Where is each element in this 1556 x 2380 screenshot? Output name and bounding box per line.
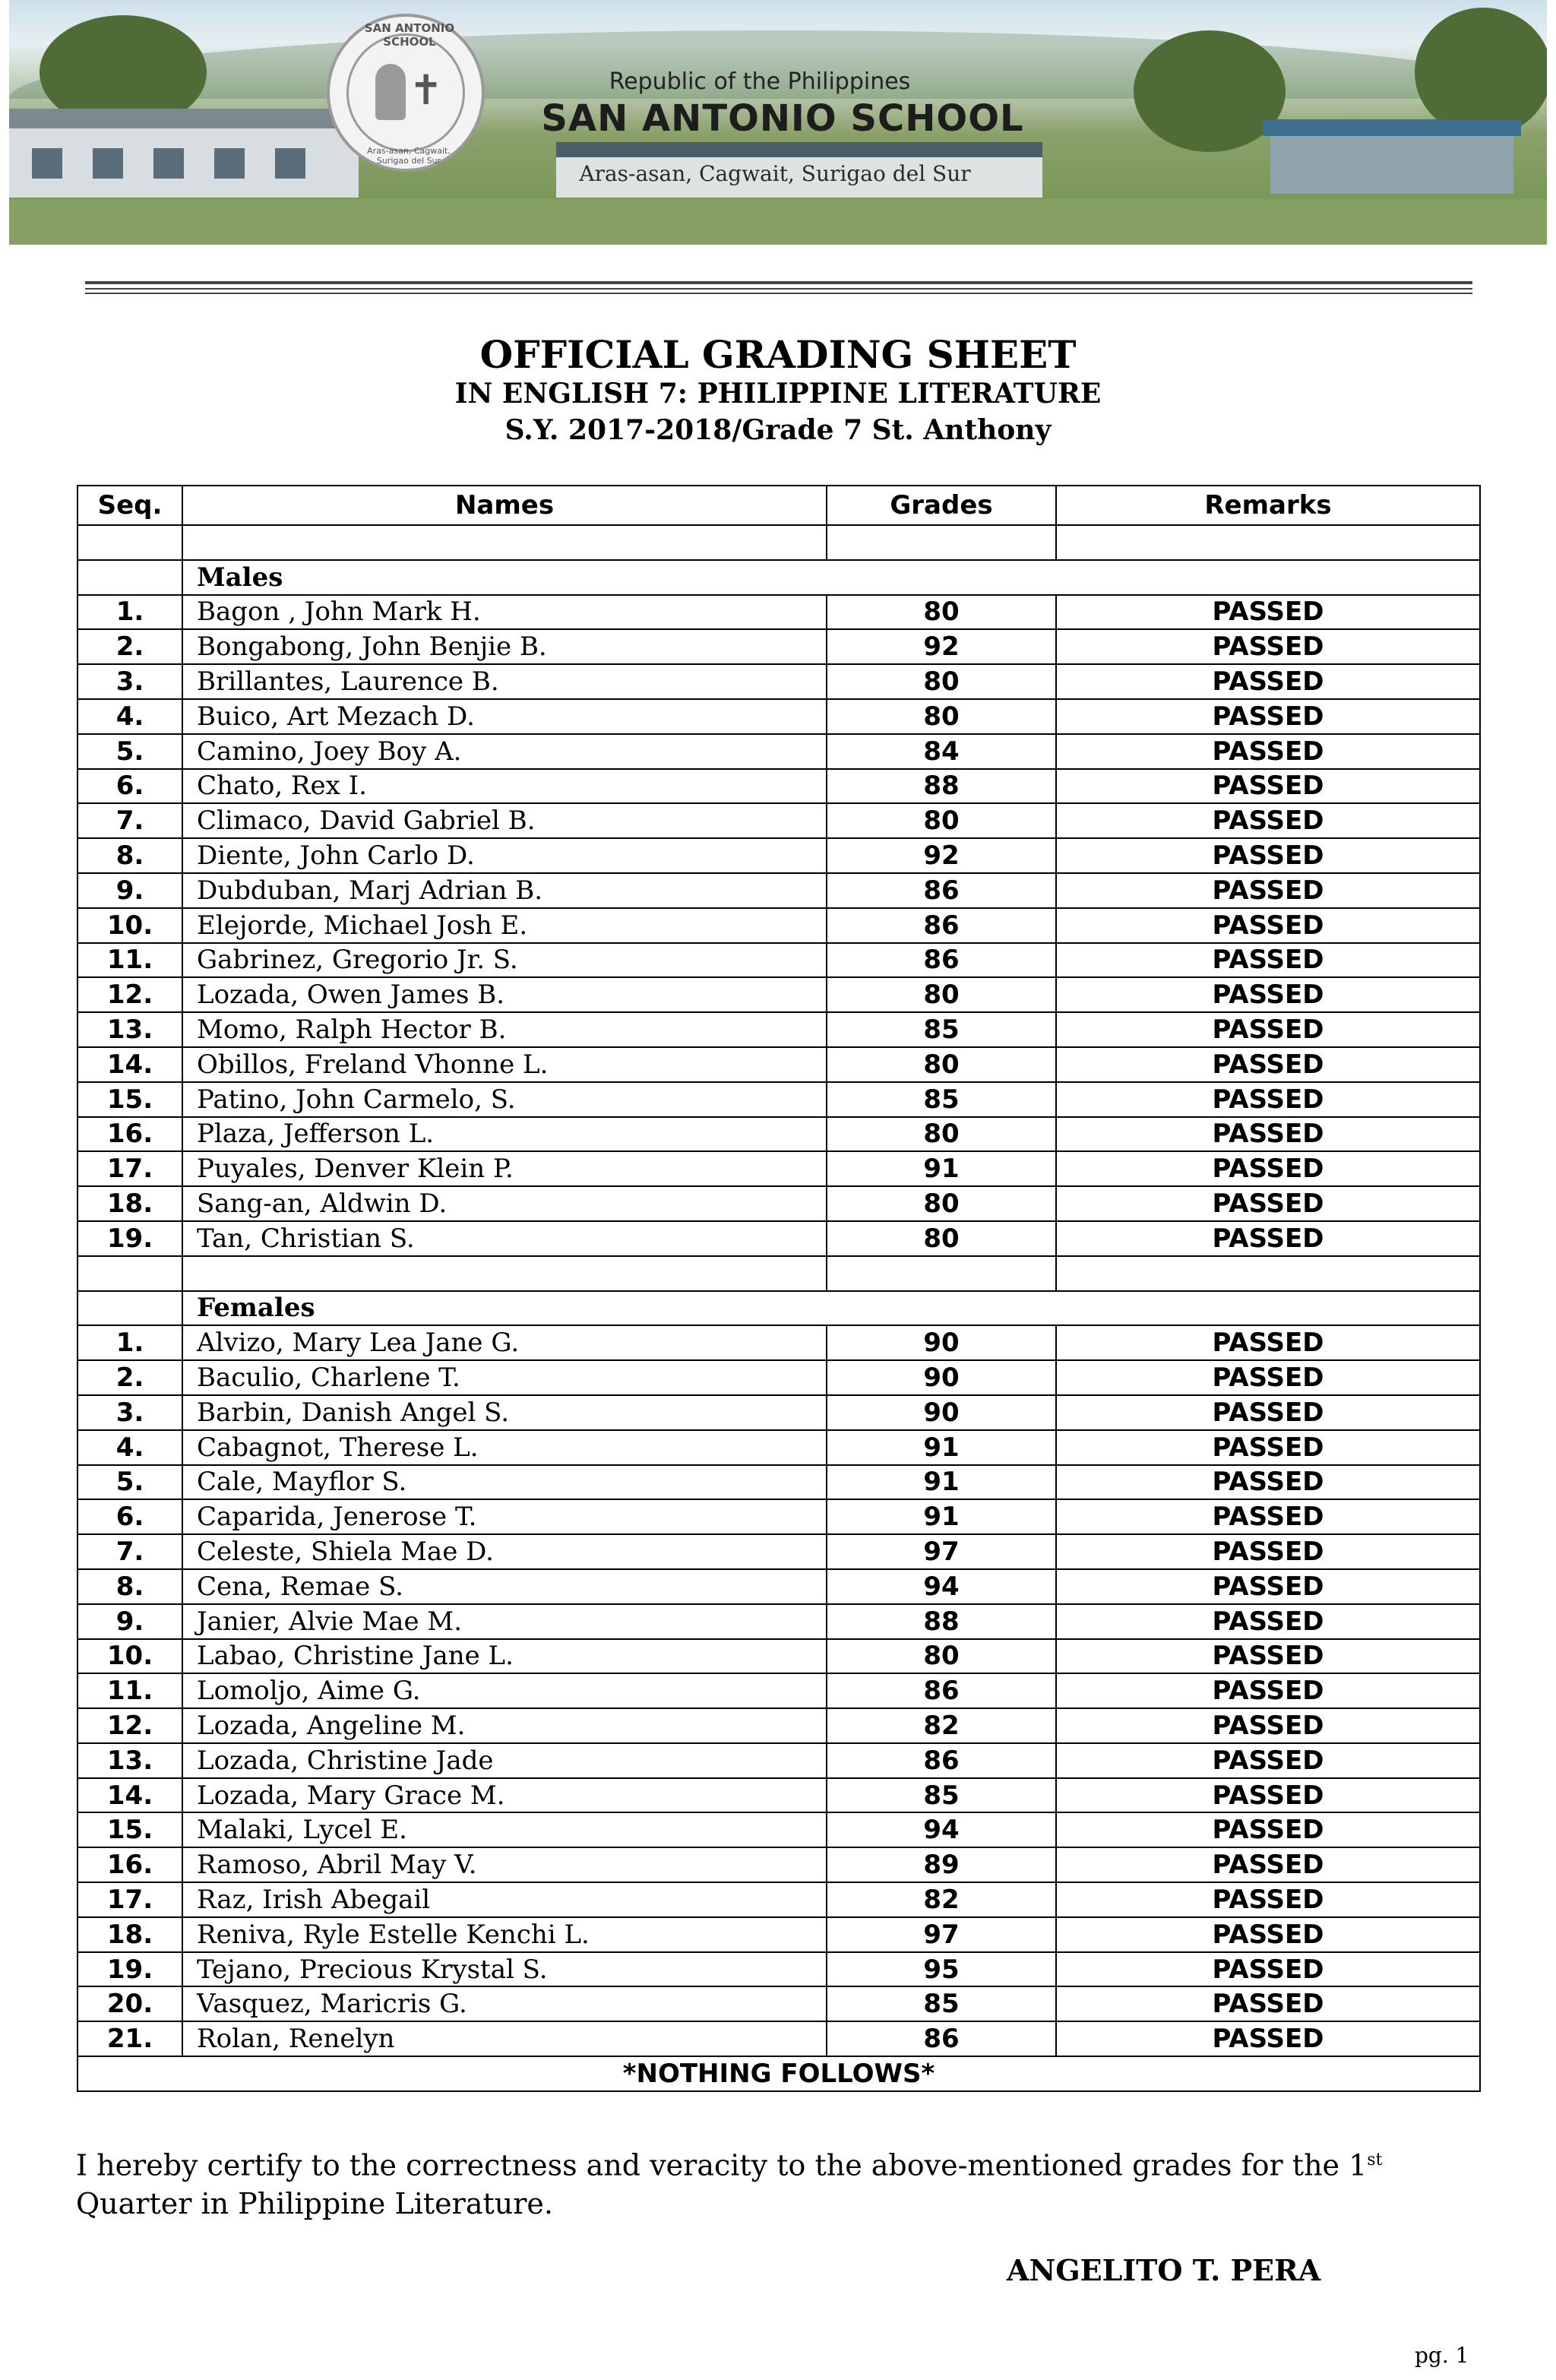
student-name: Malaki, Lycel E. — [182, 1812, 827, 1847]
student-grade: 80 — [827, 1639, 1056, 1674]
grades-table — [77, 485, 1481, 2092]
student-remark: PASSED — [1056, 1778, 1480, 1813]
student-name: Plaza, Jefferson L. — [182, 1117, 827, 1152]
student-name: Vasquez, Maricris G. — [182, 1986, 827, 2021]
section-row-males — [77, 560, 1480, 595]
student-seq: 7. — [77, 1534, 182, 1569]
table-row — [77, 629, 1480, 664]
table-row — [77, 1708, 1480, 1743]
student-seq: 3. — [77, 1395, 182, 1430]
student-remark: PASSED — [1056, 1847, 1480, 1882]
student-seq: 2. — [77, 1360, 182, 1395]
student-name: Camino, Joey Boy A. — [182, 734, 827, 769]
table-row — [77, 699, 1480, 734]
student-seq: 20. — [77, 1986, 182, 2021]
student-seq: 7. — [77, 803, 182, 838]
student-remark: PASSED — [1056, 1986, 1480, 2021]
student-remark: PASSED — [1056, 1012, 1480, 1047]
student-remark: PASSED — [1056, 2021, 1480, 2056]
student-grade: 88 — [827, 769, 1056, 804]
student-grade: 85 — [827, 1986, 1056, 2021]
student-seq: 4. — [77, 699, 182, 734]
header-republic: Republic of the Philippines — [609, 68, 911, 95]
student-seq: 16. — [77, 1847, 182, 1882]
section-row-females — [77, 1291, 1480, 1326]
table-row — [77, 1012, 1480, 1047]
certification-line2: Quarter in Philippine Literature. — [76, 2186, 553, 2220]
school-year-section: S.Y. 2017-2018/Grade 7 St. Anthony — [504, 414, 1052, 446]
table-row — [77, 977, 1480, 1012]
student-grade: 88 — [827, 1604, 1056, 1639]
blank-row — [77, 1256, 1480, 1291]
student-name: Chato, Rex I. — [182, 769, 827, 804]
table-row — [77, 1604, 1480, 1639]
header-address: Aras-asan, Cagwait, Surigao del Sur — [579, 161, 971, 186]
student-remark: PASSED — [1056, 1151, 1480, 1186]
student-grade: 86 — [827, 2021, 1056, 2056]
student-name: Tan, Christian S. — [182, 1221, 827, 1256]
student-name: Lozada, Mary Grace M. — [182, 1778, 827, 1813]
student-name: Buico, Art Mezach D. — [182, 699, 827, 734]
student-grade: 92 — [827, 629, 1056, 664]
student-grade: 85 — [827, 1082, 1056, 1117]
student-name: Ramoso, Abril May V. — [182, 1847, 827, 1882]
banner-shed — [1270, 133, 1513, 194]
table-row — [77, 2021, 1480, 2056]
student-seq: 4. — [77, 1430, 182, 1465]
student-grade: 91 — [827, 1465, 1056, 1500]
header-divider — [85, 293, 1472, 294]
student-grade: 80 — [827, 1221, 1056, 1256]
student-seq: 16. — [77, 1117, 182, 1152]
student-grade: 86 — [827, 1743, 1056, 1778]
student-name: Janier, Alvie Mae M. — [182, 1604, 827, 1639]
student-remark: PASSED — [1056, 1325, 1480, 1360]
student-remark: PASSED — [1056, 1743, 1480, 1778]
student-name: Cale, Mayflor S. — [182, 1465, 827, 1500]
table-row — [77, 734, 1480, 769]
table-row — [77, 873, 1480, 908]
student-name: Tejano, Precious Krystal S. — [182, 1952, 827, 1987]
student-name: Barbin, Danish Angel S. — [182, 1395, 827, 1430]
header-school-name: SAN ANTONIO SCHOOL — [541, 97, 1024, 140]
table-row — [77, 1882, 1480, 1917]
student-name: Cena, Remae S. — [182, 1569, 827, 1604]
banner-tree — [1415, 8, 1547, 137]
student-grade: 95 — [827, 1952, 1056, 1987]
student-seq: 12. — [77, 977, 182, 1012]
student-seq: 6. — [77, 1499, 182, 1534]
student-name: Momo, Ralph Hector B. — [182, 1012, 827, 1047]
student-remark: PASSED — [1056, 1465, 1480, 1500]
student-grade: 80 — [827, 1047, 1056, 1082]
table-row — [77, 1952, 1480, 1987]
student-seq: 1. — [77, 1325, 182, 1360]
student-name: Lozada, Christine Jade — [182, 1743, 827, 1778]
student-remark: PASSED — [1056, 1708, 1480, 1743]
student-grade: 85 — [827, 1778, 1056, 1813]
student-grade: 80 — [827, 803, 1056, 838]
student-seq: 11. — [77, 1673, 182, 1708]
student-grade: 89 — [827, 1847, 1056, 1882]
student-seq: 5. — [77, 734, 182, 769]
banner-building — [9, 125, 359, 198]
student-remark: PASSED — [1056, 595, 1480, 630]
table-row — [77, 838, 1480, 873]
student-grade: 91 — [827, 1430, 1056, 1465]
table-row — [77, 1395, 1480, 1430]
student-remark: PASSED — [1056, 1047, 1480, 1082]
table-row — [77, 595, 1480, 630]
student-grade: 80 — [827, 977, 1056, 1012]
student-seq: 21. — [77, 2021, 182, 2056]
student-grade: 80 — [827, 699, 1056, 734]
student-remark: PASSED — [1056, 977, 1480, 1012]
table-header-row — [77, 486, 1480, 525]
table-row — [77, 1778, 1480, 1813]
student-grade: 85 — [827, 1012, 1056, 1047]
student-remark: PASSED — [1056, 1117, 1480, 1152]
student-name: Lomoljo, Aime G. — [182, 1673, 827, 1708]
table-row — [77, 664, 1480, 699]
table-row — [77, 1986, 1480, 2021]
student-remark: PASSED — [1056, 1534, 1480, 1569]
student-seq: 10. — [77, 1639, 182, 1674]
table-row — [77, 1812, 1480, 1847]
student-remark: PASSED — [1056, 699, 1480, 734]
seal-address: Aras-asan, Cagwait, Surigao del Sur — [367, 146, 451, 166]
header-remarks: Remarks — [1056, 486, 1480, 525]
student-name: Alvizo, Mary Lea Jane G. — [182, 1325, 827, 1360]
certification-line: I hereby certify to the correctness and veracity to the above-mentioned grades for the 1 — [76, 2148, 1368, 2182]
student-remark: PASSED — [1056, 908, 1480, 943]
student-name: Patino, John Carmelo, S. — [182, 1082, 827, 1117]
student-remark: PASSED — [1056, 1186, 1480, 1221]
student-remark: PASSED — [1056, 1882, 1480, 1917]
student-seq: 9. — [77, 1604, 182, 1639]
table-row — [77, 1499, 1480, 1534]
seal-figure-icon — [375, 64, 406, 120]
student-grade: 94 — [827, 1812, 1056, 1847]
student-remark: PASSED — [1056, 1360, 1480, 1395]
student-remark: PASSED — [1056, 734, 1480, 769]
student-remark: PASSED — [1056, 1639, 1480, 1674]
header-grades: Grades — [827, 486, 1056, 525]
table-row — [77, 1151, 1480, 1186]
student-seq: 6. — [77, 769, 182, 804]
student-name: Brillantes, Laurence B. — [182, 664, 827, 699]
student-remark: PASSED — [1056, 803, 1480, 838]
student-seq: 17. — [77, 1151, 182, 1186]
table-row — [77, 1743, 1480, 1778]
student-seq: 14. — [77, 1047, 182, 1082]
student-seq: 15. — [77, 1082, 182, 1117]
student-remark: PASSED — [1056, 629, 1480, 664]
seal-name: SAN ANTONIO SCHOOL — [364, 21, 455, 49]
student-name: Lozada, Angeline M. — [182, 1708, 827, 1743]
table-row — [77, 1673, 1480, 1708]
student-grade: 90 — [827, 1325, 1056, 1360]
student-grade: 97 — [827, 1534, 1056, 1569]
student-seq: 3. — [77, 664, 182, 699]
student-name: Lozada, Owen James B. — [182, 977, 827, 1012]
table-row — [77, 1917, 1480, 1952]
student-grade: 86 — [827, 873, 1056, 908]
student-seq: 13. — [77, 1743, 182, 1778]
student-seq: 2. — [77, 629, 182, 664]
page-number: pg. 1 — [1415, 2343, 1469, 2368]
student-seq: 19. — [77, 1221, 182, 1256]
student-grade: 90 — [827, 1395, 1056, 1430]
table-row — [77, 943, 1480, 978]
table-row — [77, 1534, 1480, 1569]
table-footer-row — [77, 2056, 1480, 2091]
student-name: Celeste, Shiela Mae D. — [182, 1534, 827, 1569]
student-grade: 92 — [827, 838, 1056, 873]
table-row — [77, 1325, 1480, 1360]
table-row — [77, 803, 1480, 838]
student-name: Gabrinez, Gregorio Jr. S. — [182, 943, 827, 978]
table-row — [77, 1047, 1480, 1082]
student-name: Raz, Irish Abegail — [182, 1882, 827, 1917]
student-seq: 5. — [77, 1465, 182, 1500]
student-grade: 94 — [827, 1569, 1056, 1604]
student-remark: PASSED — [1056, 1952, 1480, 1987]
school-seal-logo — [327, 14, 485, 172]
table-row — [77, 1360, 1480, 1395]
table-row — [77, 1847, 1480, 1882]
student-seq: 1. — [77, 595, 182, 630]
student-seq: 11. — [77, 943, 182, 978]
signer-name: ANGELITO T. PERA — [1007, 2253, 1321, 2287]
student-remark: PASSED — [1056, 1569, 1480, 1604]
student-name: Bongabong, John Benjie B. — [182, 629, 827, 664]
header-divider — [85, 288, 1472, 290]
student-name: Sang-an, Aldwin D. — [182, 1186, 827, 1221]
student-grade: 97 — [827, 1917, 1056, 1952]
student-grade: 84 — [827, 734, 1056, 769]
student-name: Obillos, Freland Vhonne L. — [182, 1047, 827, 1082]
student-remark: PASSED — [1056, 1395, 1480, 1430]
table-row — [77, 769, 1480, 804]
student-seq: 8. — [77, 838, 182, 873]
student-name: Bagon , John Mark H. — [182, 595, 827, 630]
student-seq: 9. — [77, 873, 182, 908]
student-name: Labao, Christine Jane L. — [182, 1639, 827, 1674]
page-title: OFFICIAL GRADING SHEET — [479, 332, 1077, 377]
student-grade: 86 — [827, 908, 1056, 943]
table-row — [77, 908, 1480, 943]
student-seq: 12. — [77, 1708, 182, 1743]
table-row — [77, 1082, 1480, 1117]
student-remark: PASSED — [1056, 1499, 1480, 1534]
student-grade: 86 — [827, 943, 1056, 978]
student-remark: PASSED — [1056, 943, 1480, 978]
student-grade: 82 — [827, 1708, 1056, 1743]
student-remark: PASSED — [1056, 838, 1480, 873]
student-grade: 86 — [827, 1673, 1056, 1708]
subject-title: IN ENGLISH 7: PHILIPPINE LITERATURE — [454, 378, 1102, 410]
student-name: Elejorde, Michael Josh E. — [182, 908, 827, 943]
table-row — [77, 1117, 1480, 1152]
student-seq: 15. — [77, 1812, 182, 1847]
student-grade: 80 — [827, 664, 1056, 699]
student-grade: 90 — [827, 1360, 1056, 1395]
student-remark: PASSED — [1056, 1673, 1480, 1708]
certification-text — [76, 2141, 1482, 2223]
nothing-follows: *NOTHING FOLLOWS* — [77, 2056, 1480, 2091]
student-grade: 91 — [827, 1499, 1056, 1534]
student-remark: PASSED — [1056, 1221, 1480, 1256]
student-name: Climaco, David Gabriel B. — [182, 803, 827, 838]
table-row — [77, 1430, 1480, 1465]
student-seq: 17. — [77, 1882, 182, 1917]
student-remark: PASSED — [1056, 664, 1480, 699]
blank-row — [77, 525, 1480, 560]
certification-sup: st — [1367, 2151, 1383, 2170]
header-names: Names — [182, 486, 827, 525]
student-remark: PASSED — [1056, 1812, 1480, 1847]
table-row — [77, 1186, 1480, 1221]
student-name: Cabagnot, Therese L. — [182, 1430, 827, 1465]
banner-ground — [9, 199, 1547, 245]
student-name: Caparida, Jenerose T. — [182, 1499, 827, 1534]
student-name: Baculio, Charlene T. — [182, 1360, 827, 1395]
section-label-males: Males — [182, 560, 1480, 595]
student-name: Puyales, Denver Klein P. — [182, 1151, 827, 1186]
student-seq: 10. — [77, 908, 182, 943]
student-seq: 8. — [77, 1569, 182, 1604]
table-row — [77, 1465, 1480, 1500]
student-name: Diente, John Carlo D. — [182, 838, 827, 873]
student-remark: PASSED — [1056, 1917, 1480, 1952]
student-seq: 18. — [77, 1917, 182, 1952]
student-remark: PASSED — [1056, 873, 1480, 908]
table-row — [77, 1221, 1480, 1256]
student-seq: 14. — [77, 1778, 182, 1813]
header-seq: Seq. — [77, 486, 182, 525]
student-name: Rolan, Renelyn — [182, 2021, 827, 2056]
student-remark: PASSED — [1056, 1604, 1480, 1639]
student-grade: 82 — [827, 1882, 1056, 1917]
student-grade: 91 — [827, 1151, 1056, 1186]
student-remark: PASSED — [1056, 769, 1480, 804]
student-name: Reniva, Ryle Estelle Kenchi L. — [182, 1917, 827, 1952]
header-divider — [85, 281, 1472, 284]
student-seq: 13. — [77, 1012, 182, 1047]
student-remark: PASSED — [1056, 1082, 1480, 1117]
student-grade: 80 — [827, 1117, 1056, 1152]
table-row — [77, 1569, 1480, 1604]
student-seq: 19. — [77, 1952, 182, 1987]
table-row — [77, 1639, 1480, 1674]
student-grade: 80 — [827, 595, 1056, 630]
cross-icon: ✝ — [409, 66, 444, 114]
student-name: Dubduban, Marj Adrian B. — [182, 873, 827, 908]
section-label-females: Females — [182, 1291, 1480, 1326]
student-remark: PASSED — [1056, 1430, 1480, 1465]
student-grade: 80 — [827, 1186, 1056, 1221]
student-seq: 18. — [77, 1186, 182, 1221]
